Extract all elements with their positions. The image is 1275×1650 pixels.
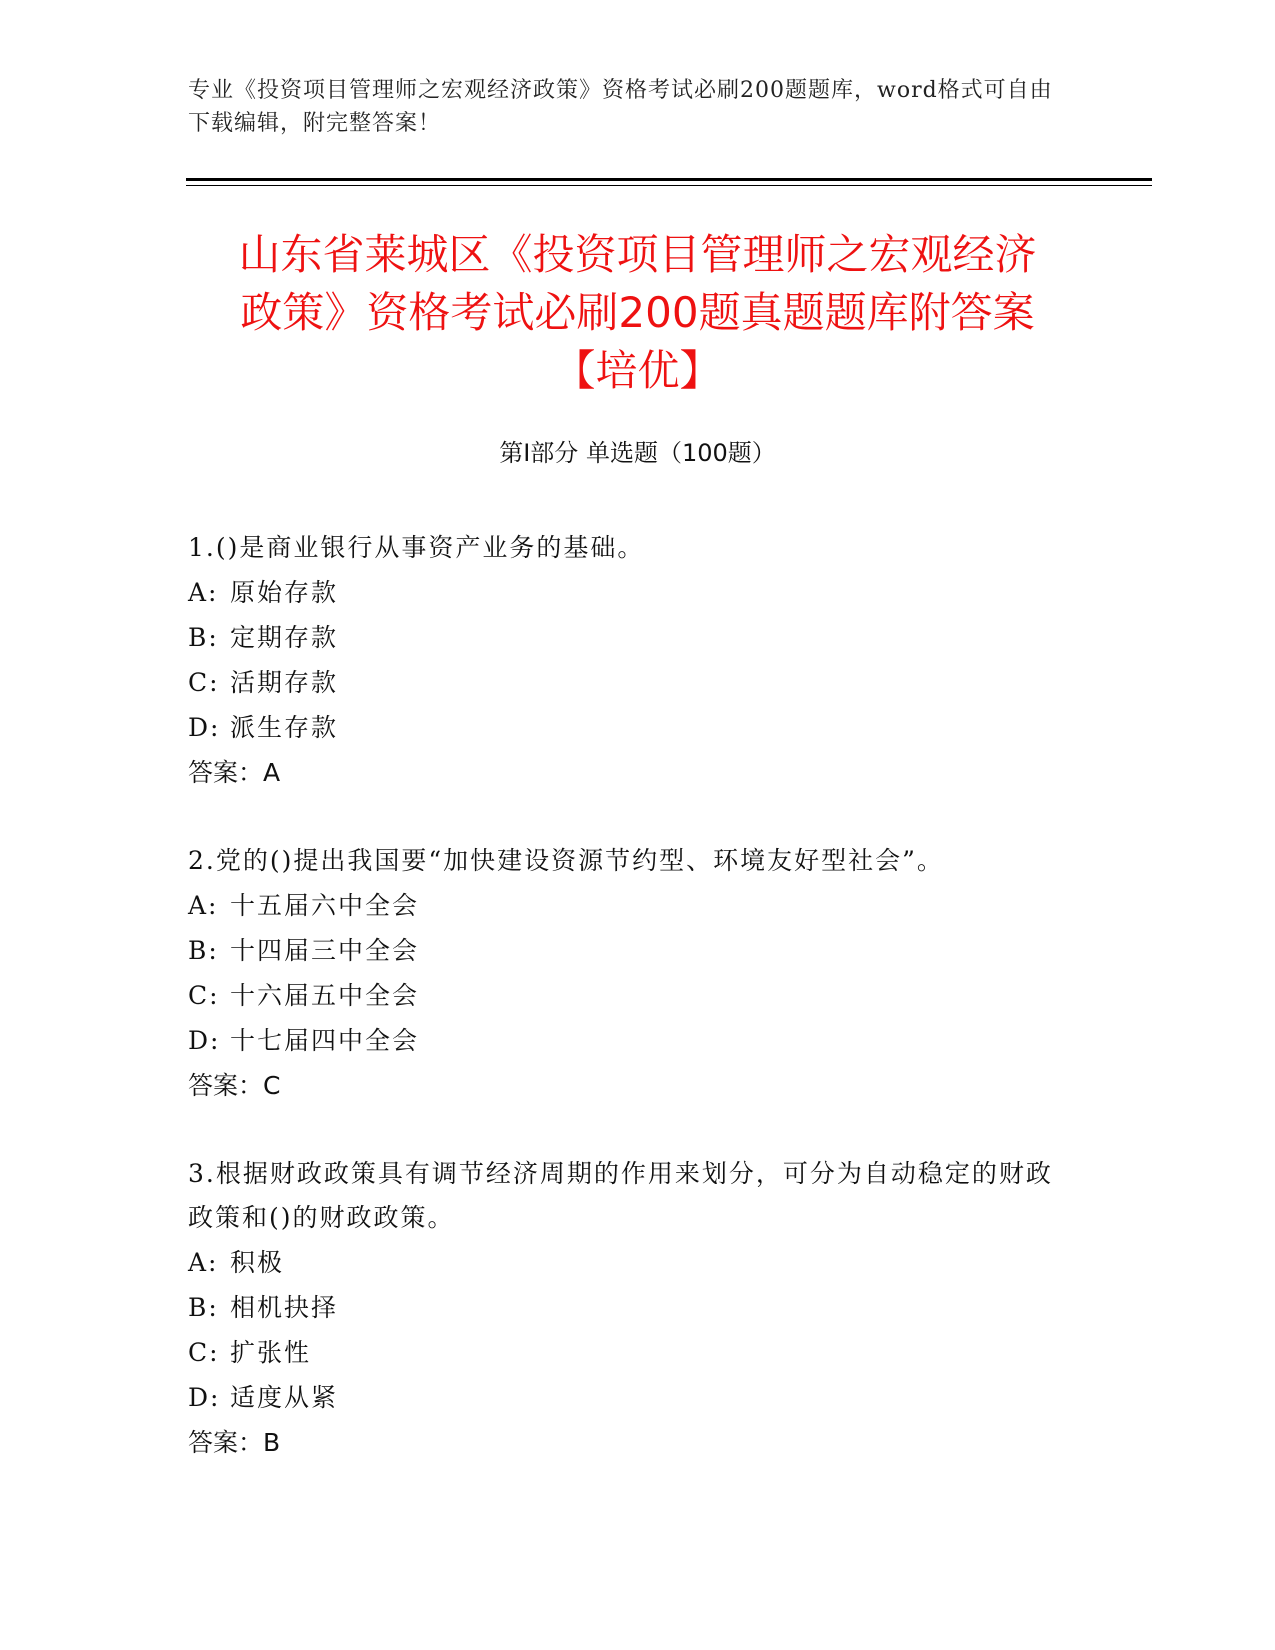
option-text: 活期存款 — [230, 668, 339, 697]
option-b — [188, 1285, 1068, 1330]
option-text: 十六届五中全会 — [230, 981, 420, 1010]
option-key: B: — [188, 1293, 219, 1322]
option-key: C: — [188, 1338, 220, 1367]
option-a — [188, 883, 1068, 928]
option-text: 定期存款 — [230, 623, 339, 652]
question-stem: 3.根据财政政策具有调节经济周期的作用来划分，可分为自动稳定的财政政策和()的财政政策。 — [188, 1159, 1053, 1232]
answer-line: 答案：B — [188, 1428, 281, 1457]
option-text: 十四届三中全会 — [230, 936, 420, 965]
question-stem: 1.()是商业银行从事资产业务的基础。 — [188, 533, 645, 562]
answer-line: 答案：C — [188, 1071, 281, 1100]
header-rule-thick — [186, 178, 1152, 181]
question-list — [188, 526, 1068, 1509]
option-key: C: — [188, 668, 220, 697]
option-b — [188, 928, 1068, 973]
header-rule-thin — [186, 185, 1152, 186]
option-a — [188, 570, 1068, 615]
option-key: B: — [188, 623, 219, 652]
option-c — [188, 660, 1068, 705]
section-heading: 第Ⅰ部分 单选题（100题） — [499, 439, 776, 467]
option-text: 派生存款 — [230, 713, 339, 742]
option-d — [188, 1375, 1068, 1420]
option-text: 十七届四中全会 — [230, 1026, 420, 1055]
title-line-1: 山东省莱城区《投资项目管理师之宏观经济 — [238, 230, 1037, 279]
option-key: D: — [188, 1026, 221, 1055]
question-2 — [188, 839, 1068, 1108]
option-key: A: — [188, 578, 219, 607]
option-text: 相机抉择 — [230, 1293, 339, 1322]
option-c — [188, 973, 1068, 1018]
option-text: 原始存款 — [230, 578, 339, 607]
option-key: A: — [188, 1248, 219, 1277]
title-line-3: 【培优】 — [553, 346, 722, 395]
option-text: 积极 — [230, 1248, 285, 1277]
question-stem: 2.党的()提出我国要“加快建设资源节约型、环境友好型社会”。 — [188, 846, 944, 875]
option-key: B: — [188, 936, 219, 965]
option-key: D: — [188, 1383, 221, 1412]
header-note: 专业《投资项目管理师之宏观经济政策》资格考试必刷200题题库，word格式可自由下载编辑，附完整答案！ — [188, 78, 1053, 136]
option-a — [188, 1240, 1068, 1285]
question-3 — [188, 1152, 1068, 1465]
answer-line: 答案：A — [188, 758, 281, 787]
option-text: 十五届六中全会 — [230, 891, 420, 920]
option-text: 扩张性 — [230, 1338, 312, 1367]
option-c — [188, 1330, 1068, 1375]
option-key: C: — [188, 981, 220, 1010]
option-text: 适度从紧 — [230, 1383, 339, 1412]
option-d — [188, 1018, 1068, 1063]
document-title — [160, 226, 1115, 400]
option-key: D: — [188, 713, 221, 742]
option-d — [188, 705, 1068, 750]
option-key: A: — [188, 891, 219, 920]
option-b — [188, 615, 1068, 660]
title-line-2: 政策》资格考试必刷200题真题题库附答案 — [240, 288, 1035, 337]
question-1 — [188, 526, 1068, 795]
